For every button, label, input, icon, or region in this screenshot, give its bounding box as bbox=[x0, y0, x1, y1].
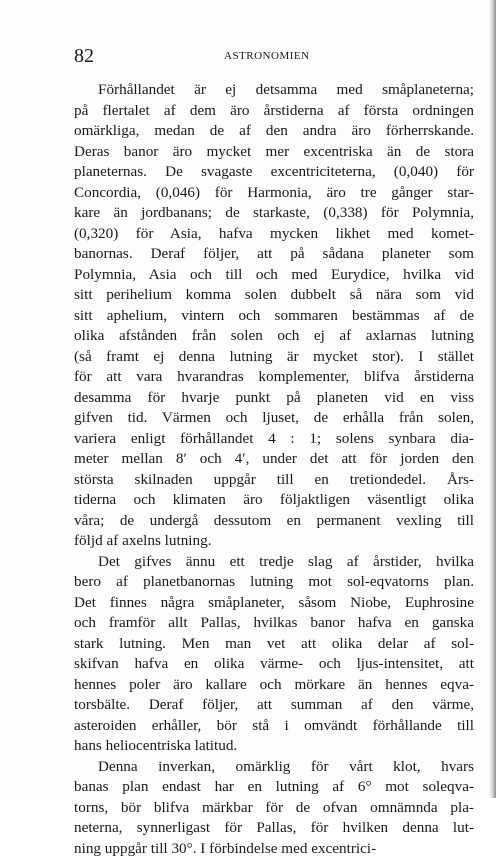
text-line: ning uppgår till 30°. I förbindelse med excentrici- bbox=[74, 839, 474, 859]
text-line: neterna, synnerligast för Pallas, för hvilken denna lut- bbox=[74, 818, 474, 839]
paragraph bbox=[74, 757, 474, 859]
text-line: asteroiden erhåller, bör stå i omvändt förhållande till bbox=[74, 716, 474, 737]
text-line: Deras banor äro mycket mer excentriska än de stora bbox=[74, 142, 474, 163]
text-line: hans heliocentriska latitud. bbox=[74, 736, 474, 757]
paragraph bbox=[74, 80, 474, 552]
text-line: (så framt ej denna lutning är mycket stor). I stället bbox=[74, 347, 474, 368]
text-line: för att vara hvarandras komplementer, blifva årstiderna bbox=[74, 367, 474, 388]
text-line: sitt perihelium komma solen dubbelt så nära som vid bbox=[74, 285, 474, 306]
text-line: omärkliga, medan de af den andra äro förherrskande. bbox=[74, 121, 474, 142]
text-line: bero af planetbanornas lutning mot sol-eqvatorns plan. bbox=[74, 572, 474, 593]
text-line: Polymnia, Asia och till och med Eurydice, hvilka vid bbox=[74, 265, 474, 286]
text-line: tiderna och klimaten äro följaktligen väsentligt olika bbox=[74, 490, 474, 511]
text-line: planeternas. De svagaste excentriciteterna, (0,040) för bbox=[74, 162, 474, 183]
text-line: skifvan hafva en olika värme- och ljus-intensitet, att bbox=[74, 654, 474, 675]
text-line: följd af axelns lutning. bbox=[74, 531, 474, 552]
text-line: största skilnaden uppgår till en tretiondedel. Års- bbox=[74, 470, 474, 491]
text-line: gifven tid. Värmen och ljuset, de erhålla från solen, bbox=[74, 408, 474, 429]
running-head: ASTRONOMIEN bbox=[224, 49, 310, 63]
text-line: våra; de undergå dessutom en permanent vexling till bbox=[74, 511, 474, 532]
text-line: desamma för hvarje punkt på planeten vid en viss bbox=[74, 388, 474, 409]
paragraph bbox=[74, 552, 474, 757]
text-line: banas plan endast har en lutning af 6° mot soleqva- bbox=[74, 777, 474, 798]
text-line: stark lutning. Men man vet att olika delar af sol- bbox=[74, 634, 474, 655]
text-line: Concordia, (0,046) för Harmonia, äro tre gånger star- bbox=[74, 183, 474, 204]
text-line: torsbälte. Deraf följer, att summan af den värme, bbox=[74, 695, 474, 716]
text-line: olika afstånden från solen och ej af axlarnas lutning bbox=[74, 326, 474, 347]
text-line: meter mellan 8′ och 4′, under det att för jorden den bbox=[74, 449, 474, 470]
text-line: (0,320) för Asia, hafva mycken likhet med komet- bbox=[74, 224, 474, 245]
text-line: och framför allt Pallas, hvilkas banor hafva en ganska bbox=[74, 613, 474, 634]
text-line: banornas. Deraf följer, att på sådana planeter som bbox=[74, 244, 474, 265]
text-line: på flertalet af dem äro årstiderna af första ordningen bbox=[74, 101, 474, 122]
body-text bbox=[74, 80, 474, 859]
text-line: kare än jordbanans; de starkaste, (0,338) för Polymnia, bbox=[74, 203, 474, 224]
text-line: hennes poler äro kallare och mörkare än hennes eqva- bbox=[74, 675, 474, 696]
text-line: variera enligt förhållandet 4 : 1; solens synbara dia- bbox=[74, 429, 474, 450]
text-line: Förhållandet är ej detsamma med småplaneterna; bbox=[74, 80, 474, 101]
page-header bbox=[74, 44, 472, 68]
text-line: torns, bör blifva märkbar för de ofvan omnämnda pla- bbox=[74, 798, 474, 819]
page-number: 82 bbox=[74, 44, 94, 68]
page-edge-shadow bbox=[489, 0, 496, 798]
text-line: Det gifves ännu ett tredje slag af årstider, hvilka bbox=[74, 552, 474, 573]
text-line: sitt aphelium, vintern och sommaren bestämmas af de bbox=[74, 306, 474, 327]
text-line: Det finnes några småplaneter, såsom Niobe, Euphrosine bbox=[74, 593, 474, 614]
text-line: Denna inverkan, omärklig för vårt klot, hvars bbox=[74, 757, 474, 778]
